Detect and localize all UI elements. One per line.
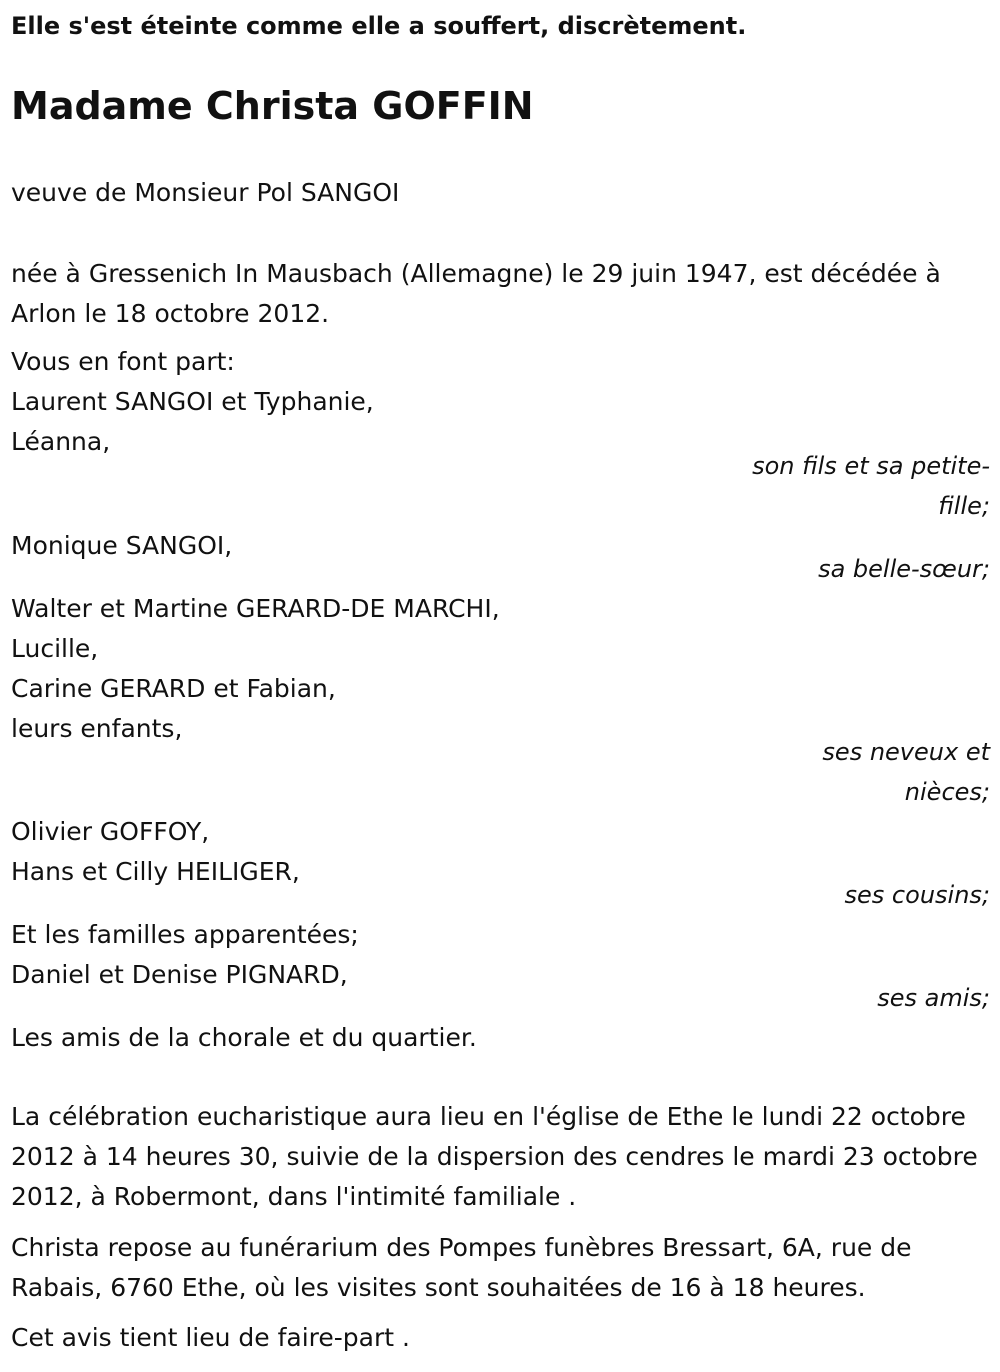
deceased-name: Madame Christa GOFFIN (11, 84, 534, 128)
mourner-name: Laurent SANGOI et Typhanie, (11, 387, 374, 416)
mourner-name: Daniel et Denise PIGNARD, (11, 960, 348, 989)
mourner-name: Carine GERARD et Fabian, (11, 674, 336, 703)
mourner-name: Et les familles apparentées; (11, 920, 359, 949)
relation-label: son fils et sa petite-fille; (752, 452, 990, 520)
closing-line: Cet avis tient lieu de faire-part . (11, 1323, 410, 1352)
ceremony-paragraph: La célébration eucharistique aura lieu en l'église de Ethe le lundi 22 octobre 2012 à 14 heures 30, suivie de la dispersion des cendres le mardi 23 octobre 2012, à Robermont, dans l'intimité familiale . (11, 1102, 978, 1211)
mourner-name: Monique SANGOI, (11, 531, 233, 560)
relation-label: ses amis; (877, 984, 990, 1012)
mourner-name: Hans et Cilly HEILIGER, (11, 857, 300, 886)
birth-death-paragraph: née à Gressenich In Mausbach (Allemagne) le 29 juin 1947, est décédée à Arlon le 18 octobre 2012. (11, 259, 941, 328)
relation-label: ses neveux et nièces; (822, 738, 990, 806)
mourner-name: leurs enfants, (11, 714, 183, 743)
widow-of-line: veuve de Monsieur Pol SANGOI (11, 178, 400, 207)
relation-label: ses cousins; (844, 881, 990, 909)
funeral-home-paragraph: Christa repose au funérarium des Pompes funèbres Bressart, 6A, rue de Rabais, 6760 Ethe, où les visites sont souhaitées de 16 à 18 heures. (11, 1233, 912, 1302)
mourner-name: Olivier GOFFOY, (11, 817, 210, 846)
mourner-name: Walter et Martine GERARD-DE MARCHI, (11, 594, 500, 623)
epigraph: Elle s'est éteinte comme elle a souffert, discrètement. (11, 12, 747, 40)
mourner-name: Lucille, (11, 634, 99, 663)
relation-label: sa belle-sœur; (818, 555, 990, 583)
friends-line: Les amis de la chorale et du quartier. (11, 1023, 477, 1052)
mourner-name: Léanna, (11, 427, 111, 456)
announcement-intro: Vous en font part: (11, 347, 235, 376)
